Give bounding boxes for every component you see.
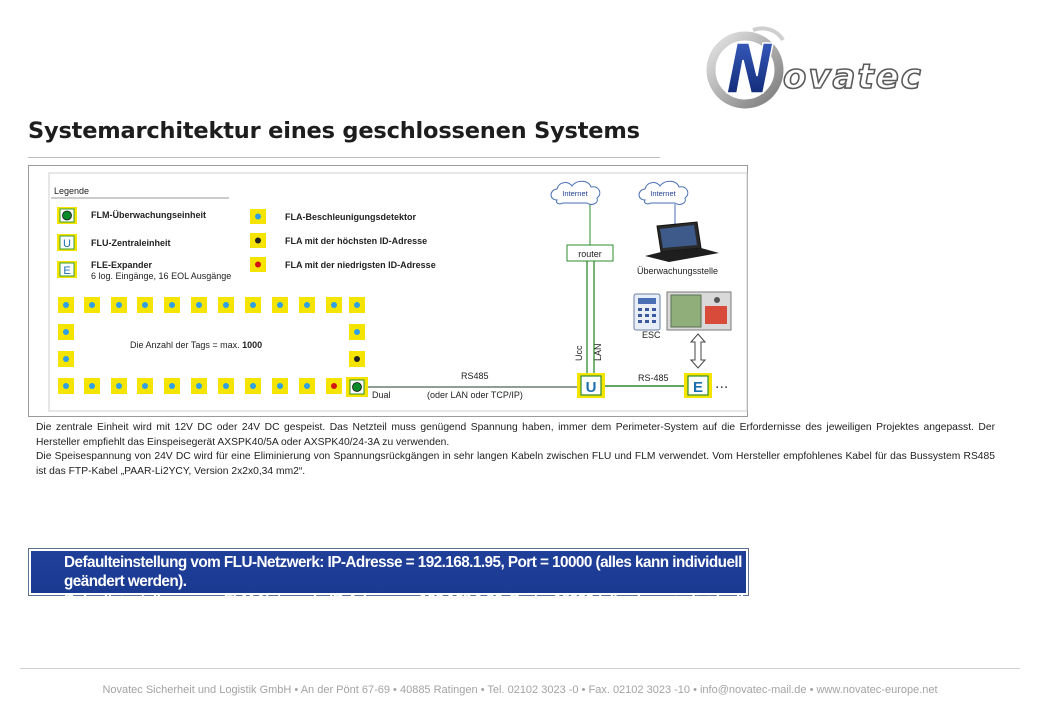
fla-tag-dot <box>116 383 122 389</box>
rs485-label: RS485 <box>461 371 489 381</box>
description-paragraph-1: Die zentrale Einheit wird mit 12V DC oder 24V DC gespeist. Das Netzteil muss genügend Spannung haben, immer dem Perimeter-System auf die Erfordernisse des jeweiligen Projektes angepasst. Der Hersteller empfiehlt das Einspeisegerät AXSPK40/5A oder AXSPK40/24-3A zu verwenden. <box>36 422 995 448</box>
fla-tag-dot <box>142 302 148 308</box>
description-paragraph-2: Die Speisespannung von 24V DC wird für eine Eliminierung von Spannungsrückgängen in sehr langen Kabeln zwischen FLU und FLM verwendet. Vom Hersteller empfohlenes Kabel für das Bussystem RS485 ist das FTP-Kabel „PAAR-Li2YCY, Version 2x2x0,34 mm2“. <box>36 451 995 477</box>
lan-tcp-label: (oder LAN oder TCP/IP) <box>427 390 523 400</box>
internet-cloud-2 <box>639 181 688 204</box>
fla-tag-dot <box>304 383 310 389</box>
novatec-logo <box>705 18 1005 118</box>
rs485-dash-label: RS-485 <box>638 373 669 383</box>
router-label: router <box>578 249 602 259</box>
default-settings-banner <box>28 548 749 628</box>
legend-fla-high-label: FLA mit der höchsten ID-Adresse <box>285 236 428 246</box>
fla-tag-dot <box>142 383 148 389</box>
fla-tag-dot <box>331 383 337 389</box>
system-architecture-diagram <box>28 165 748 417</box>
fle-letter: E <box>692 379 704 396</box>
internet-cloud-1 <box>551 181 600 204</box>
laptop-icon <box>645 222 719 262</box>
legend-flm <box>57 207 206 224</box>
fla-tag-dot <box>223 302 229 308</box>
novatec-logo-icon <box>705 18 1005 118</box>
control-panel-icon <box>667 292 731 330</box>
fle-unit <box>684 373 712 398</box>
fla-tag-dot <box>169 383 175 389</box>
fla-tag-dot <box>196 383 202 389</box>
fla-tag-dot <box>354 356 360 362</box>
fla-tag-dot <box>250 302 256 308</box>
fla-tag-dot <box>63 302 69 308</box>
flu-unit <box>577 373 605 398</box>
fla-tag-dot <box>116 302 122 308</box>
flm-network-setting: Defaulteinstellung vom FLM-Netzwerk: IP-Adresse = 192.168.1.96, Port = 10000 (alles kann individuell geändert werden). <box>64 592 744 628</box>
legend-flu-letter: U <box>63 238 71 250</box>
legend-fla-label: FLA-Beschleunigungsdetektor <box>285 212 417 222</box>
legend-fla-low <box>250 257 436 272</box>
flu-letter: U <box>585 379 597 396</box>
legend-fla <box>250 209 417 224</box>
ucc-label: Ucc <box>574 345 584 361</box>
station-label: Überwachungsstelle <box>637 266 719 276</box>
router <box>567 245 613 261</box>
double-arrow-icon <box>691 334 705 368</box>
legend-flu-label: FLU-Zentraleinheit <box>91 238 171 248</box>
legend-title: Legende <box>54 186 90 196</box>
fla-tag-dot <box>196 302 202 308</box>
fla-tag-dot <box>304 302 310 308</box>
fla-tag-dot <box>277 383 283 389</box>
lan-label: LAN <box>593 343 603 361</box>
title-divider <box>28 157 660 158</box>
flu-network-setting: Defaulteinstellung vom FLU-Netzwerk: IP-Adresse = 192.168.1.95, Port = 10000 (alles kann individuell geändert werden). <box>64 554 742 590</box>
description-text <box>36 421 995 479</box>
dual-label: Dual <box>372 390 391 400</box>
legend-fle <box>57 260 231 281</box>
internet-label-2: Internet <box>650 189 676 198</box>
fla-tag-dot <box>223 383 229 389</box>
fla-tag-dot <box>331 302 337 308</box>
internet-label-1: Internet <box>562 189 588 198</box>
fla-tag-dot <box>169 302 175 308</box>
legend-fla-high <box>250 233 427 248</box>
fla-tag-dot <box>250 383 256 389</box>
footer-divider <box>20 668 1020 669</box>
fla-tag-dot <box>63 383 69 389</box>
fla-tag-dot <box>354 302 360 308</box>
flm-unit <box>346 377 368 397</box>
fla-tag-dot <box>63 329 69 335</box>
fla-tag-dot <box>63 356 69 362</box>
fla-tag-dot <box>89 383 95 389</box>
legend-fle-label: FLE-Expander <box>91 260 153 270</box>
legend-fle-letter: E <box>63 265 71 277</box>
esc-label: ESC <box>642 330 661 340</box>
fla-tag-dot <box>277 302 283 308</box>
logo-text: ovatec <box>783 57 923 97</box>
legend-flu <box>57 234 171 251</box>
legend-fle-sublabel: 6 log. Eingänge, 16 EOL Ausgänge <box>91 271 232 281</box>
tags-count-label: Die Anzahl der Tags = max. 1000 <box>130 340 263 350</box>
fla-tag-dot <box>89 302 95 308</box>
footer-contact: Novatec Sicherheit und Logistik GmbH • An der Pönt 67-69 • 40885 Ratingen • Tel. 02102 3023 -0 • Fax. 02102 3023 -10 • info@novatec-mail.de • www.novatec-europe.net <box>102 684 938 696</box>
fla-tag-dot <box>354 329 360 335</box>
page-title: Systemarchitektur eines geschlossenen Systems <box>28 118 640 144</box>
legend-flm-label: FLM-Überwachungseinheit <box>91 210 207 220</box>
keypad-icon <box>634 294 660 330</box>
more-units-ellipsis: ... <box>715 375 729 392</box>
legend-fla-low-label: FLA mit der niedrigsten ID-Adresse <box>285 260 436 270</box>
